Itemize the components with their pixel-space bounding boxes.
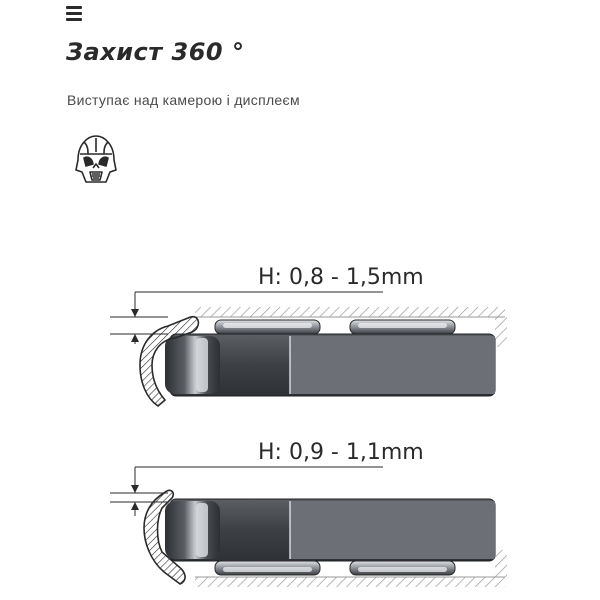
display-side-diagram xyxy=(110,440,507,587)
feature-subtitle: Виступає над камерою і дисплеєм xyxy=(67,92,300,108)
camera-side-diagram xyxy=(110,265,507,406)
feature-title: Захист 360 ° xyxy=(66,38,245,66)
hamburger-menu-icon[interactable] xyxy=(66,6,82,22)
protection-height-diagram xyxy=(0,240,600,600)
stormtrooper-helmet-icon xyxy=(66,130,126,190)
camera-side-height-label: H: 0,8 - 1,5mm xyxy=(258,265,424,290)
display-side-height-label: H: 0,9 - 1,1mm xyxy=(258,440,424,465)
